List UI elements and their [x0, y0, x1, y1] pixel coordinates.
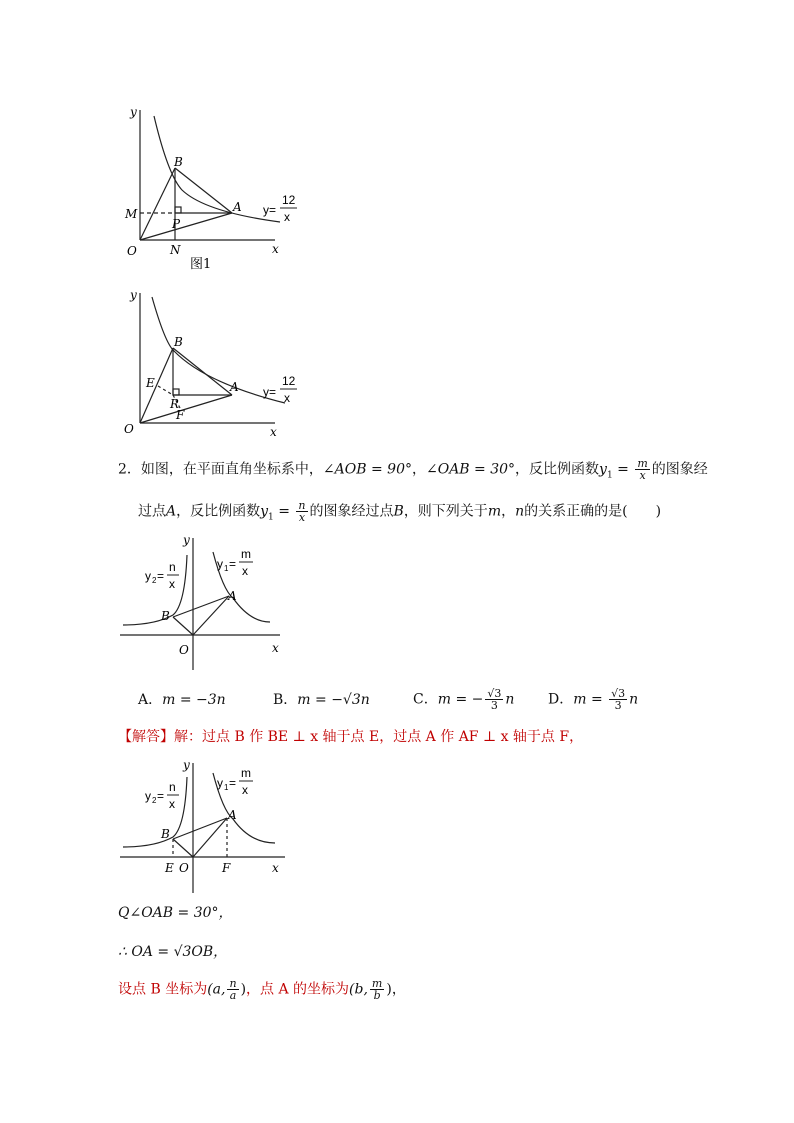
fraction-m-over-x — [635, 458, 649, 481]
y1-subscript: 1 — [606, 470, 613, 481]
fraction-n-over-x — [296, 500, 307, 523]
segment-oa — [140, 395, 232, 423]
denominator: b — [373, 989, 381, 1002]
option-d[interactable] — [548, 688, 638, 711]
label-e: E — [146, 376, 155, 390]
label-a: A — [233, 200, 242, 214]
option-a[interactable] — [138, 690, 226, 710]
numerator: √3 — [487, 687, 502, 700]
label-a: A — [230, 380, 239, 394]
option-b[interactable] — [273, 690, 370, 710]
coord-b-open: (a, — [207, 981, 226, 998]
label-a: A — [228, 808, 237, 822]
label-y: y — [183, 758, 190, 772]
y2-sub: 2 — [152, 576, 157, 585]
y2-eq: = — [157, 789, 165, 803]
label-r: R — [170, 397, 180, 411]
coord-a-close: )， — [386, 981, 406, 998]
option-fraction — [485, 688, 503, 711]
option-lhs: m = — [573, 691, 608, 708]
step-text: Q∠OAB = 30°， — [118, 905, 233, 921]
equals: = — [273, 503, 295, 520]
figure-3 — [115, 530, 295, 680]
func-denominator: x — [284, 210, 290, 224]
curve-y2 — [123, 777, 187, 847]
separator: ， — [411, 461, 426, 478]
numerator: n — [298, 499, 306, 512]
label-a: A — [228, 589, 237, 603]
label-y: y — [130, 288, 137, 302]
option-c[interactable] — [413, 688, 514, 711]
denominator: 3 — [614, 699, 622, 712]
problem-number: 2． — [118, 461, 141, 478]
equals: = — [612, 461, 634, 478]
y1-eq: = — [229, 557, 237, 571]
fraction-n-over-a — [227, 978, 238, 1001]
segment-ab — [173, 348, 232, 395]
option-rhs: n — [629, 691, 639, 708]
curve-y2 — [123, 555, 187, 625]
y2-sub: 2 — [152, 796, 157, 805]
y2-eq: = — [157, 569, 165, 583]
dashed-er — [158, 386, 173, 395]
step-3 — [118, 978, 406, 1001]
step-2 — [118, 942, 227, 962]
figure-2 — [110, 283, 320, 443]
func-numerator: 12 — [282, 193, 296, 207]
problem-text: 的图象经 — [651, 461, 708, 478]
option-expr: m = −√3n — [297, 692, 370, 708]
label-b: B — [161, 609, 170, 623]
step-text: ∴ OA = √3OB， — [118, 944, 228, 960]
option-letter: B． — [273, 692, 298, 708]
option-letter: A． — [138, 692, 163, 708]
y1-prefix: y — [217, 776, 223, 790]
label-e: E — [165, 861, 174, 875]
option-lhs: m = − — [437, 691, 484, 708]
denominator: a — [229, 989, 237, 1002]
label-x: x — [272, 242, 279, 256]
label-o: O — [179, 643, 189, 657]
func-prefix: y= — [263, 203, 277, 217]
func-numerator: 12 — [282, 374, 296, 388]
step-text: ，点 A 的坐标为 — [246, 981, 350, 998]
label-x: x — [272, 641, 279, 655]
label-m: M — [125, 207, 138, 221]
y1-sub: 1 — [224, 783, 229, 792]
label-b: B — [174, 155, 183, 169]
y2-prefix: y — [145, 569, 151, 583]
denominator: x — [639, 469, 646, 482]
option-letter: D． — [548, 691, 574, 708]
denominator: 3 — [490, 699, 498, 712]
option-expr: m = −3n — [162, 692, 226, 708]
numerator: m — [371, 977, 383, 990]
label-n: N — [170, 243, 181, 257]
func-denominator: x — [284, 391, 290, 405]
figure-caption: 图1 — [190, 257, 212, 272]
label-x: x — [270, 425, 277, 439]
y1-prefix: y — [217, 557, 223, 571]
angle-oab: ∠OAB = 30° — [425, 461, 516, 478]
label-x: x — [272, 861, 279, 875]
y2-subscript: 1 — [268, 512, 274, 523]
y1-num: m — [241, 766, 251, 780]
coord-b-close: ) — [240, 981, 247, 998]
hyperbola-curve — [154, 116, 280, 222]
problem-text: 的关系正确的是( ) — [524, 503, 662, 520]
label-o: O — [124, 422, 134, 436]
option-fraction — [609, 688, 627, 711]
numerator: m — [637, 457, 648, 470]
figure-1 — [110, 100, 320, 275]
y1-eq: = — [229, 776, 237, 790]
segment-oa — [140, 213, 232, 240]
problem-text: 如图，在平面直角坐标系中， — [140, 461, 323, 478]
point-b: B — [393, 503, 404, 520]
figure-4 — [115, 755, 295, 895]
numerator: n — [229, 977, 237, 990]
label-o: O — [127, 244, 137, 258]
point-a: A — [166, 503, 177, 520]
problem-text: 过点 — [138, 503, 166, 520]
y2-num: n — [169, 560, 176, 574]
label-b: B — [174, 335, 183, 349]
problem-line-2 — [138, 500, 661, 527]
segment-oa — [193, 818, 227, 857]
y2-num: n — [169, 780, 176, 794]
angle-aob: ∠AOB = 90° — [322, 461, 412, 478]
problem-text: ，反比例函数 — [515, 461, 600, 478]
y2-prefix: y — [145, 789, 151, 803]
solution-tag: 【解答】 — [118, 729, 174, 745]
y1-num: m — [241, 547, 251, 561]
y1-symbol: y — [599, 461, 607, 478]
segment-ob — [140, 348, 173, 423]
option-letter: C． — [413, 691, 438, 708]
y2-den: x — [169, 577, 175, 591]
denominator: x — [298, 511, 306, 524]
y1-den: x — [242, 783, 248, 797]
numerator: √3 — [611, 687, 626, 700]
coord-a-open: (b, — [349, 981, 368, 998]
problem-line-1 — [118, 458, 708, 485]
option-rhs: n — [505, 691, 515, 708]
segment-ob — [173, 839, 193, 857]
label-o: O — [179, 861, 189, 875]
y1-sub: 1 — [224, 564, 229, 573]
y2-den: x — [169, 797, 175, 811]
label-y: y — [183, 533, 190, 547]
step-1 — [118, 903, 233, 923]
y2-symbol: y — [260, 503, 269, 520]
problem-text: 的图象经过点 — [309, 503, 394, 520]
fraction-m-over-b — [370, 978, 384, 1001]
segment-oa — [193, 596, 229, 635]
segment-ob — [173, 617, 193, 635]
y1-den: x — [242, 564, 248, 578]
var-n: n — [515, 503, 525, 520]
right-angle-mark — [173, 389, 179, 395]
problem-text: ，则下列关于 — [403, 503, 488, 520]
right-angle-mark — [175, 207, 181, 213]
problem-text: ，反比例函数 — [176, 503, 261, 520]
label-y: y — [130, 105, 137, 119]
solution-text: 解：过点 B 作 BE ⊥ x 轴于点 E，过点 A 作 AF ⊥ x 轴于点 F， — [174, 729, 584, 745]
segment-ab — [175, 168, 232, 213]
label-f: F — [222, 861, 231, 875]
var-m: m — [487, 503, 502, 520]
segment-ob — [140, 168, 175, 240]
solution-line — [118, 727, 583, 747]
label-p: P — [172, 217, 181, 231]
func-prefix: y= — [263, 385, 277, 399]
problem-text: ， — [501, 503, 516, 520]
label-b: B — [161, 827, 170, 841]
step-text: 设点 B 坐标为 — [118, 981, 208, 998]
label-f: F — [176, 408, 185, 422]
